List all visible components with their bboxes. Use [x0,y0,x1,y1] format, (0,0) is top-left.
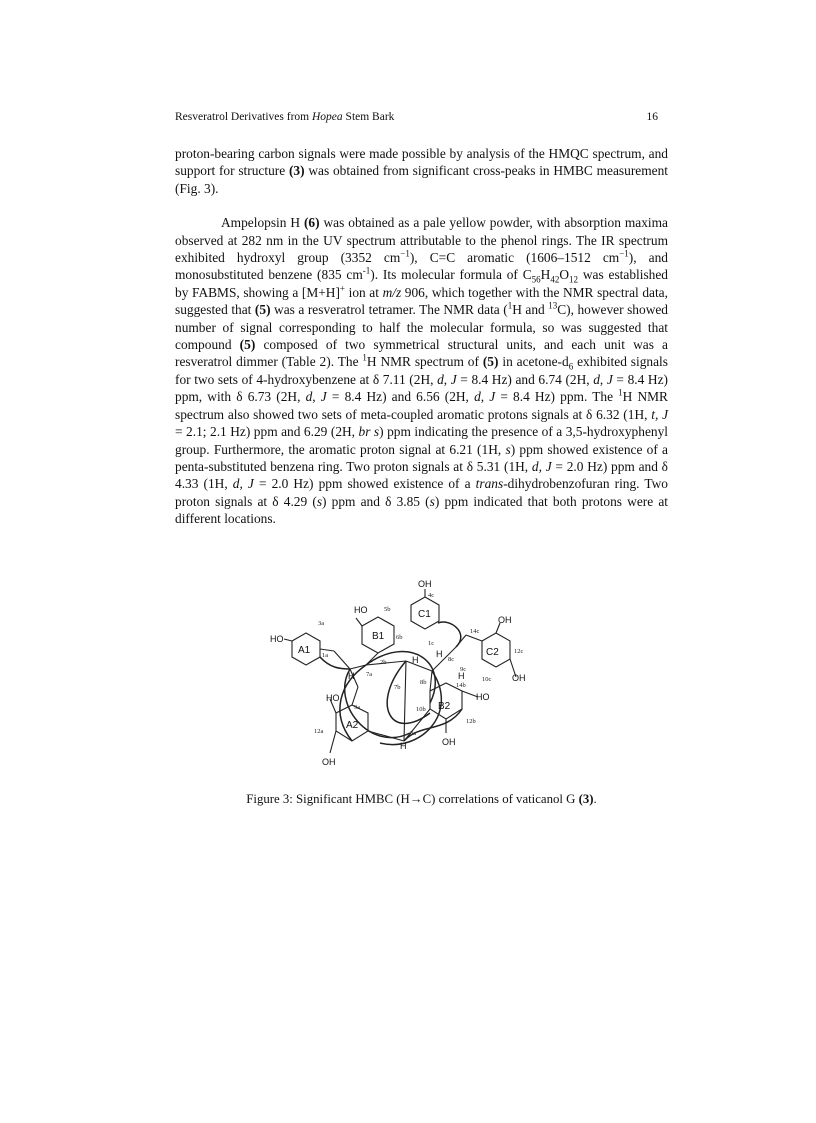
label-1c: 1c [428,640,435,647]
hmbc-structure-figure [270,573,552,773]
label-2b: 2b [380,659,387,666]
label-b2: B2 [438,701,451,712]
label-14c: 14c [470,628,480,635]
label-12c: 12c [514,648,524,655]
running-title: Resveratrol Derivatives from Hopea Stem Bark [175,111,395,123]
label-c2: C2 [486,647,499,658]
h-3: H [458,671,465,681]
label-a1: A1 [298,645,311,656]
label-5b: 5b [384,606,391,613]
label-12a: 12a [314,728,324,735]
label-a2: A2 [346,720,359,731]
label-1a: 1a [322,652,329,659]
h-5: H [400,741,407,751]
page-number: 16 [646,111,658,123]
h-4: H [348,671,355,681]
label-6b: 6b [396,634,403,641]
label-7a: 7a [366,671,373,678]
oh-b2-right: HO [476,692,490,702]
paragraph-2: Ampelopsin H (6) was obtained as a pale yellow powder, with absorption maxima observed at 282 nm in the UV spectrum attributable to the phenol rings. The IR spectrum exhibited hydroxyl group (3352 $cm^{-1}$), C=C aromatic (1606–1512 $cm^{-1}$), and monosubstituted benzene (835 $cm^{-1}$). Its molecular formula of $C_{56}H_{42}O_{12}$ was established by FABMS, showing a [M+H]+ ion at m/z 906, which together with the NMR spectral data, suggested that (5) was a resveratrol tetramer. The NMR data ($^1$H and $^{13}$C), however showed number of signal corresponding to half the molecular formula, so was suggested that compound (5) composed of two symmetrical structural units, and each unit was a resveratrol dimmer (Table 2). The $^1$H NMR spectrum of (5) in acetone-$d_6$ exhibited signals for two sets of 4-hydroxybenzene at δ 7.11 (2H, d, J = 8.4 Hz) and 6.74 (2H, d, J = 8.4 Hz) ppm, with δ 6.73 (2H, d, J = 8.4 Hz) and 6.56 (2H, d, J = 8.4 Hz) ppm. The $^1$H NMR spectrum also showed two sets of meta-coupled aromatic protons signals at δ 6.32 (1H, t, J = 2.1; 2.1 Hz) ppm and 6.29 (2H, br s) ppm indicating the presence of a 3,5-hydroxyphenyl group. Furthermore, the aromatic proton signal at 6.21 (1H, s) ppm showed existence of a penta-substituted benzena ring. Two proton signals at δ 5.31 (1H, d, J = 2.0 Hz) ppm and δ 4.33 (1H, d, J = 2.0 Hz) ppm showed existence of a trans-dihydrobenzofuran ring. Two proton signals at δ 4.29 (s) ppm and δ 3.85 (s) ppm indicated that both protons were at different locations. [175,215,669,527]
label-4c: 4c [428,592,435,599]
figure-caption: Figure 3: Significant HMBC (H→C) correlations of vaticanol G (3). [246,792,597,806]
paragraph-1: proton-bearing carbon signals were made possible by analysis of the HMQC spectrum, and support for structure (3) was obtained from significant cross-peaks in HMBC measurement (Fig. 3). [175,146,668,196]
label-9c: 9c [460,666,467,673]
label-8a: 8a [410,730,417,737]
label-12b: 12b [466,718,476,725]
label-c1: C1 [418,609,431,620]
label-10c: 10c [482,676,492,683]
oh-c1: OH [418,579,432,589]
ho-a1: HO [270,634,284,644]
label-3a: 3a [318,620,325,627]
ho-b1: HO [354,605,368,615]
label-9a: 9a [354,704,361,711]
ho-a2-bottom: OH [322,757,336,767]
body-text [175,145,668,528]
label-7b: 7b [394,684,401,691]
ho-a2-top: HO [326,693,340,703]
vaticanol-g-structure-diagram [270,573,552,773]
h-2: H [436,649,443,659]
oh-c2-bottom: OH [512,673,526,683]
oh-c2-top: OH [498,615,512,625]
label-14b: 14b [456,682,466,689]
oh-b2-bottom: OH [442,737,456,747]
label-10b: 10b [416,706,426,713]
label-8b: 8b [420,679,427,686]
label-8c: 8c [448,656,455,663]
h-1: H [412,655,419,665]
label-b1: B1 [372,631,385,642]
